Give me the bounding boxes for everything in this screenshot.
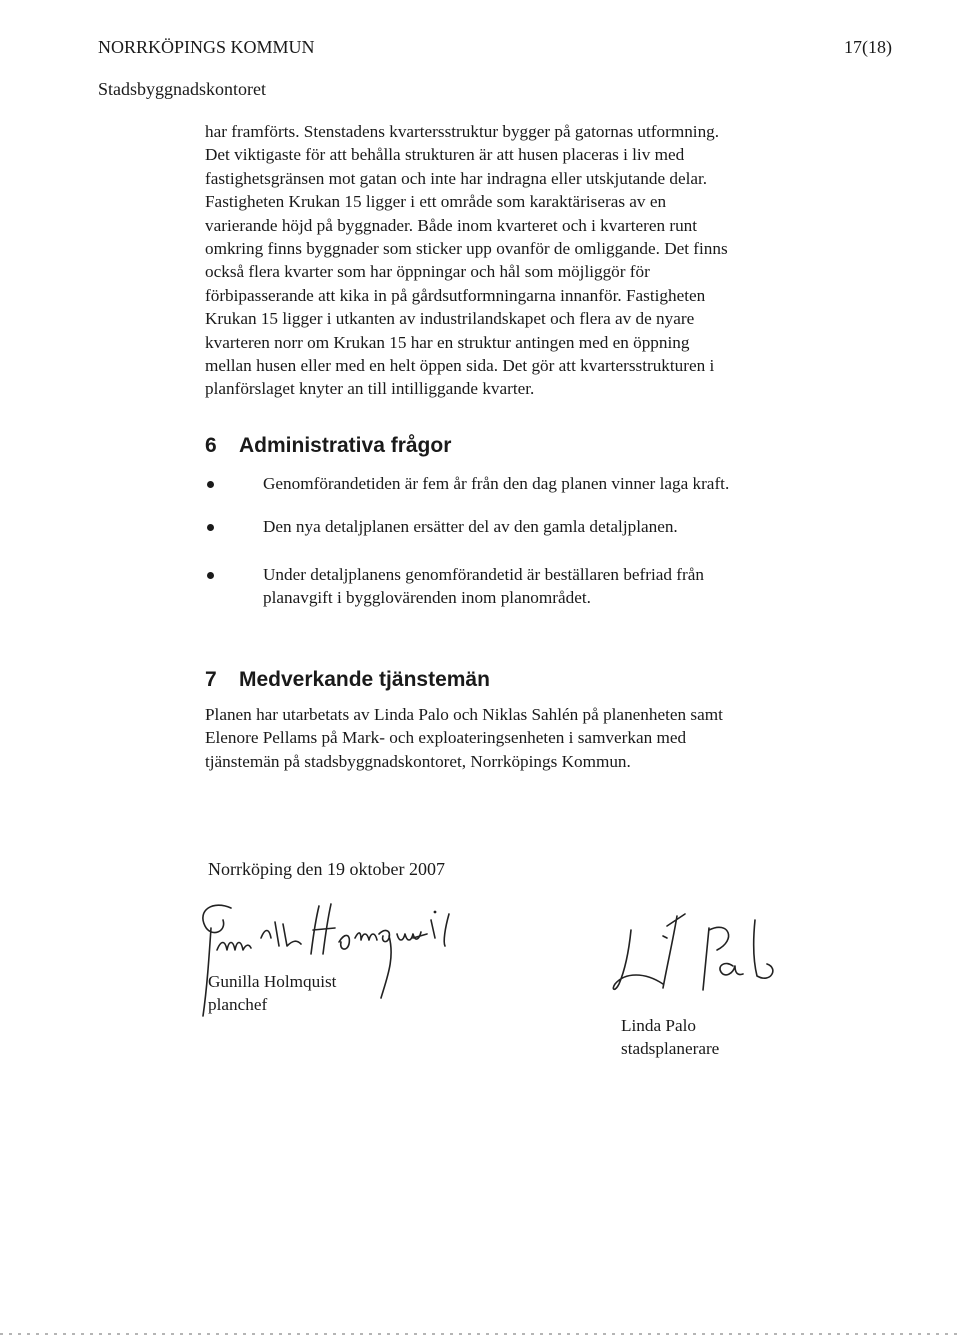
section-number: 7	[205, 668, 217, 691]
section-6-heading	[205, 433, 451, 459]
text-line: Genomförandetiden är fem år från den dag planen vinner laga kraft.	[263, 474, 730, 493]
signatory-title: planchef	[208, 995, 268, 1014]
text-line: Det viktigaste för att behålla strukturen är att husen placeras i liv med	[205, 145, 685, 165]
organization-name: NORRKÖPINGS KOMMUN	[98, 37, 315, 57]
text-line: varierande höjd på byggnader. Både inom kvarteret och i kvarteren runt	[205, 215, 698, 235]
list-item-text	[263, 563, 823, 610]
list-item-text	[263, 472, 823, 495]
text-line: Planen har utarbetats av Linda Palo och Niklas Sahlén på planenheten samt	[205, 705, 723, 724]
signature-palo	[605, 910, 825, 1000]
section-title: Administrativa frågor	[239, 434, 452, 457]
text-line: Under detaljplanens genomförandetid är beställaren befriad från	[263, 565, 704, 584]
scan-artifact-line	[0, 1333, 960, 1335]
text-line: planförslaget knyter an till intilliggande kvarter.	[205, 379, 535, 399]
bullet-icon	[207, 481, 214, 488]
department-name: Stadsbyggnadskontoret	[98, 79, 266, 99]
page-number: 17(18)	[844, 37, 892, 57]
list-item-text	[263, 515, 823, 538]
text-line: Krukan 15 ligger i utkanten av industrilandskapet och flera av de nyare	[205, 309, 695, 329]
section-7-paragraph	[205, 703, 825, 773]
place-and-date: Norrköping den 19 oktober 2007	[208, 859, 445, 879]
text-line: omkring finns byggnader som sticker upp ovanför de omliggande. Det finns	[205, 239, 728, 259]
text-line: också flera kvarter som har öppningar och hål som möjliggör för	[205, 262, 650, 282]
text-line: mellan husen eller med en helt öppen sida. Det gör att kvartersstrukturen i	[205, 356, 715, 376]
text-line: tjänstemän på stadsbyggnadskontoret, Norrköpings Kommun.	[205, 751, 631, 771]
text-line: Elenore Pellams på Mark- och exploateringsenheten i samverkan med	[205, 728, 687, 748]
text-line: förbipasserande att kika in på gårdsutformningarna innanför. Fastigheten	[205, 285, 706, 305]
text-line: fastighetsgränsen mot gatan och inte har indragna eller utskjutande delar.	[205, 168, 708, 188]
text-line: Fastigheten Krukan 15 ligger i ett område som karaktäriseras av en	[205, 192, 667, 212]
signatory-name: Gunilla Holmquist	[208, 972, 337, 991]
text-line: kvarteren norr om Krukan 15 har en struktur antingen med en öppning	[205, 332, 690, 352]
text-line: planavgift i bygglovärenden inom planområdet.	[263, 588, 591, 608]
text-line: har framförts. Stenstadens kvartersstruktur bygger på gatornas utformning.	[205, 122, 720, 141]
signatory-title: stadsplanerare	[621, 1039, 720, 1058]
section-title: Medverkande tjänstemän	[239, 668, 490, 691]
bullet-icon	[207, 524, 214, 531]
bullet-icon	[207, 572, 214, 579]
section-7-heading	[205, 667, 490, 693]
text-line: Den nya detaljplanen ersätter del av den gamla detaljplanen.	[263, 517, 678, 536]
intro-paragraph	[205, 120, 805, 401]
section-number: 6	[205, 434, 217, 457]
signatory-name: Linda Palo	[621, 1016, 696, 1035]
